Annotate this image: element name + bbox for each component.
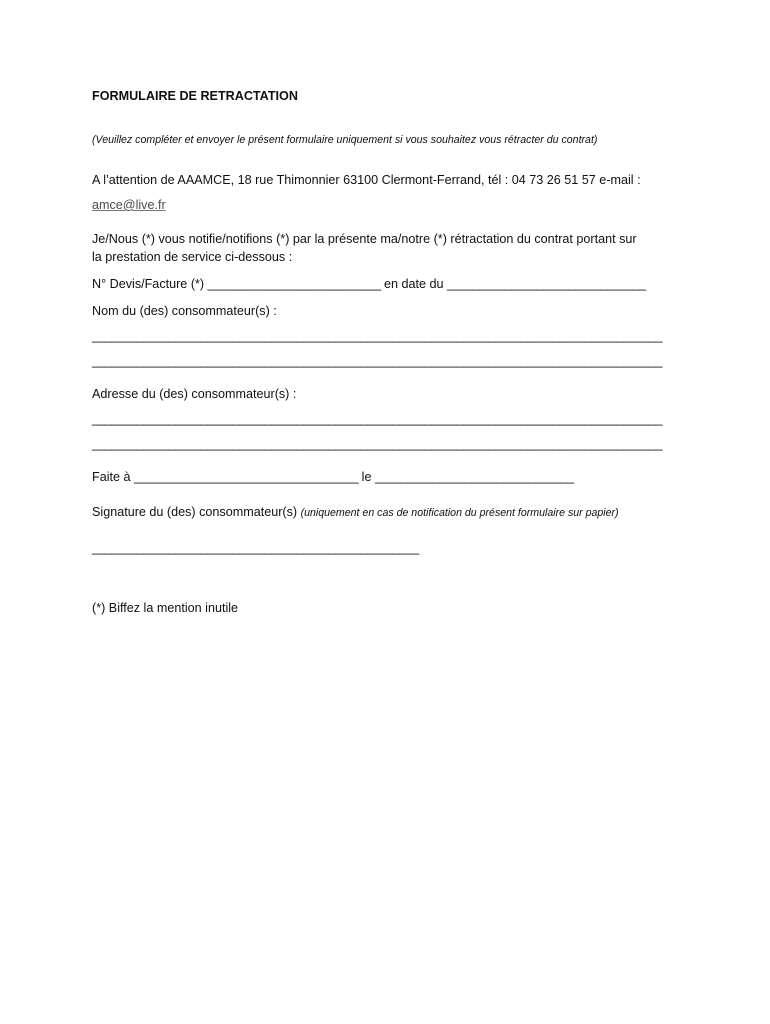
email-link[interactable]: amce@live.fr: [92, 198, 166, 212]
consumer-address-field-1[interactable]: _________________________________________________________________________________________: [92, 412, 662, 426]
signature-label: Signature du (des) consommateur(s): [92, 505, 298, 519]
address-line: A l’attention de AAAMCE, 18 rue Thimonnier 63100 Clermont-Ferrand, tél : 04 73 26 51 57 e-mail :: [92, 173, 641, 187]
invoice-label: N° Devis/Facture (*): [92, 277, 205, 291]
signature-note: (uniquement en cas de notification du présent formulaire sur papier): [300, 507, 619, 519]
date-label: en date du: [384, 277, 444, 291]
notification-line-1: Je/Nous (*) vous notifie/notifions (*) par la présente ma/notre (*) rétractation du contrat portant sur: [92, 232, 637, 246]
invoice-date-field[interactable]: _______________________________: [447, 277, 646, 291]
made-at-row: [92, 468, 574, 486]
invoice-row: [92, 275, 646, 293]
invoice-number-field[interactable]: ___________________________: [207, 277, 381, 291]
footnote: (*) Biffez la mention inutile: [92, 601, 239, 615]
notification-line-2: la prestation de service ci-dessous :: [92, 250, 293, 264]
signature-row: [92, 503, 619, 522]
consumer-name-label: Nom du (des) consommateur(s) :: [92, 304, 277, 318]
made-at-field[interactable]: ___________________________________: [134, 470, 359, 484]
made-on-date-field[interactable]: _______________________________: [374, 470, 574, 484]
consumer-address-label: Adresse du (des) consommateur(s) :: [92, 387, 297, 401]
made-at-label: Faite à: [92, 470, 131, 484]
consumer-name-field-2[interactable]: _________________________________________________________________________________________: [92, 354, 662, 368]
consumer-address-field-2[interactable]: _________________________________________________________________________________________: [92, 437, 662, 451]
form-title: FORMULAIRE DE RETRACTATION: [92, 89, 298, 103]
email-row: [92, 196, 166, 214]
consumer-name-field-1[interactable]: _________________________________________________________________________________________: [92, 329, 662, 343]
form-instructions: (Veuillez compléter et envoyer le présent formulaire uniquement si vous souhaitez vous rétracter du contrat): [92, 134, 598, 146]
signature-field[interactable]: ___________________________________________________: [92, 541, 419, 555]
on-date-label: le: [361, 470, 372, 484]
